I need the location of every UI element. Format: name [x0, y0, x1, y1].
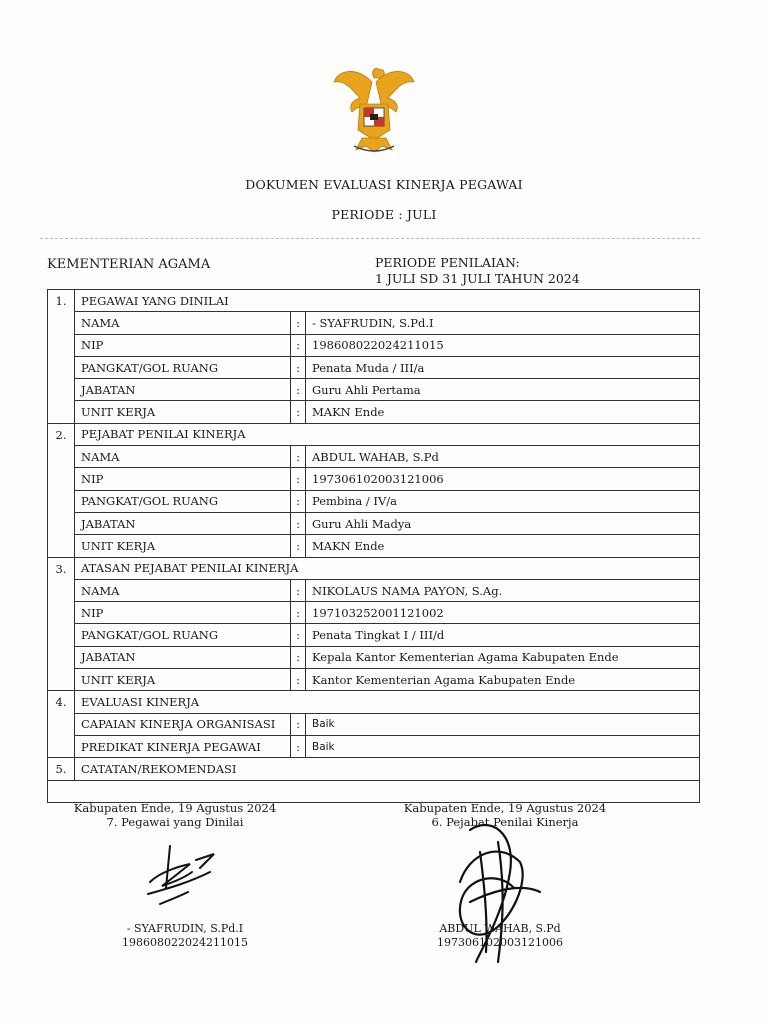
signer-nip: 198608022024211015 [122, 936, 248, 949]
field-value: - SYAFRUDIN, S.Pd.I [306, 312, 700, 334]
signer-name: - SYAFRUDIN, S.Pd.I [126, 922, 244, 935]
garuda-emblem-icon [326, 60, 422, 156]
assessment-period-label: PERIODE PENILAIAN: [375, 255, 520, 270]
field-value: ABDUL WAHAB, S.Pd [306, 446, 700, 468]
field-label: NAMA [75, 579, 291, 601]
field-value: 197306102003121006 [306, 468, 700, 490]
field-value: Guru Ahli Pertama [306, 379, 700, 401]
field-label: PANGKAT/GOL RUANG [75, 356, 291, 378]
section-header [48, 290, 700, 312]
field-value: Baik [306, 735, 700, 757]
separator: : [291, 669, 306, 691]
table-row [48, 669, 700, 691]
field-value: Baik [306, 713, 700, 735]
field-label: UNIT KERJA [75, 669, 291, 691]
signer-nip: 197306102003121006 [437, 936, 563, 949]
separator: : [291, 379, 306, 401]
period-label: PERIODE : JULI [331, 207, 437, 222]
table-row [48, 468, 700, 490]
notes-row [48, 780, 700, 802]
field-value: 19710325200112100​2 [306, 602, 700, 624]
signature-place-date: Kabupaten Ende, 19 Agustus 2024 [403, 801, 607, 815]
table-row [48, 446, 700, 468]
field-label: UNIT KERJA [75, 535, 291, 557]
separator: : [291, 579, 306, 601]
section-number: 3. [48, 557, 75, 691]
field-value: Penata Muda / III/a [306, 356, 700, 378]
section-title: EVALUASI KINERJA [75, 691, 700, 713]
section-number: 4. [48, 691, 75, 758]
field-value: 198608022024211015 [306, 334, 700, 356]
field-label: NAMA [75, 312, 291, 334]
field-label: PANGKAT/GOL RUANG [75, 490, 291, 512]
table-row [48, 624, 700, 646]
table-row [48, 602, 700, 624]
section-title: CATATAN/REKOMENDASI [75, 758, 700, 780]
separator: : [291, 334, 306, 356]
field-label: JABATAN [75, 379, 291, 401]
separator: : [291, 535, 306, 557]
table-row [48, 356, 700, 378]
field-value: Guru Ahli Madya [306, 512, 700, 534]
separator: : [291, 468, 306, 490]
separator: : [291, 602, 306, 624]
table-row [48, 401, 700, 423]
field-value: Pembina / IV/a [306, 490, 700, 512]
field-value: Penata Tingkat I / III/d [306, 624, 700, 646]
field-label: NIP [75, 468, 291, 490]
field-label: NIP [75, 602, 291, 624]
separator: : [291, 624, 306, 646]
table-row [48, 535, 700, 557]
ministry-name: KEMENTERIAN AGAMA [47, 257, 211, 272]
separator: : [291, 512, 306, 534]
field-value: Kepala Kantor Kementerian Agama Kabupaten Ende [306, 646, 700, 668]
signer-employee [95, 922, 275, 950]
table-row [48, 512, 700, 534]
table-row [48, 334, 700, 356]
section-title: ATASAN PEJABAT PENILAI KINERJA [75, 557, 700, 579]
separator: : [291, 490, 306, 512]
field-value: Kantor Kementerian Agama Kabupaten Ende [306, 669, 700, 691]
section-header [48, 691, 700, 713]
separator: : [291, 446, 306, 468]
field-value: NIKOLAUS NAMA PAYON, S.Ag. [306, 579, 700, 601]
field-value: MAKN Ende [306, 535, 700, 557]
section-title: PEJABAT PENILAI KINERJA [75, 423, 700, 445]
notes-area [48, 780, 700, 802]
handwritten-signature-left [140, 842, 220, 912]
section-header [48, 758, 700, 780]
signer-assessor [410, 922, 590, 950]
field-label: PREDIKAT KINERJA PEGAWAI [75, 735, 291, 757]
section-number: 2. [48, 423, 75, 557]
table-row [48, 579, 700, 601]
assessment-period-value: 1 JULI SD 31 JULI TAHUN 2024 [375, 271, 580, 286]
field-label: CAPAIAN KINERJA ORGANISASI [75, 713, 291, 735]
signer-name: ABDUL WAHAB, S.Pd [439, 922, 561, 935]
field-label: PANGKAT/GOL RUANG [75, 624, 291, 646]
field-label: JABATAN [75, 646, 291, 668]
field-label: UNIT KERJA [75, 401, 291, 423]
field-label: NAMA [75, 446, 291, 468]
separator: : [291, 735, 306, 757]
document-title: DOKUMEN EVALUASI KINERJA PEGAWAI [245, 177, 523, 192]
table-row [48, 490, 700, 512]
field-label: NIP [75, 334, 291, 356]
signature-block-employee [60, 801, 290, 829]
section-number: 1. [48, 290, 75, 424]
table-row [48, 713, 700, 735]
field-value: MAKN Ende [306, 401, 700, 423]
evaluation-table [47, 289, 700, 803]
signature-place-date: Kabupaten Ende, 19 Agustus 2024 [73, 801, 277, 815]
table-row [48, 646, 700, 668]
section-header [48, 557, 700, 579]
section-number: 5. [48, 758, 75, 780]
field-label: JABATAN [75, 512, 291, 534]
section-title: PEGAWAI YANG DINILAI [75, 290, 700, 312]
table-row [48, 735, 700, 757]
table-row [48, 312, 700, 334]
separator: : [291, 713, 306, 735]
divider [40, 238, 700, 239]
separator: : [291, 646, 306, 668]
assessment-period [375, 255, 580, 287]
signature-role: 7. Pegawai yang Dinilai [106, 815, 244, 829]
section-header [48, 423, 700, 445]
table-row [48, 379, 700, 401]
separator: : [291, 401, 306, 423]
separator: : [291, 356, 306, 378]
signature-role: 6. Pejabat Penilai Kinerja [431, 815, 579, 829]
separator: : [291, 312, 306, 334]
